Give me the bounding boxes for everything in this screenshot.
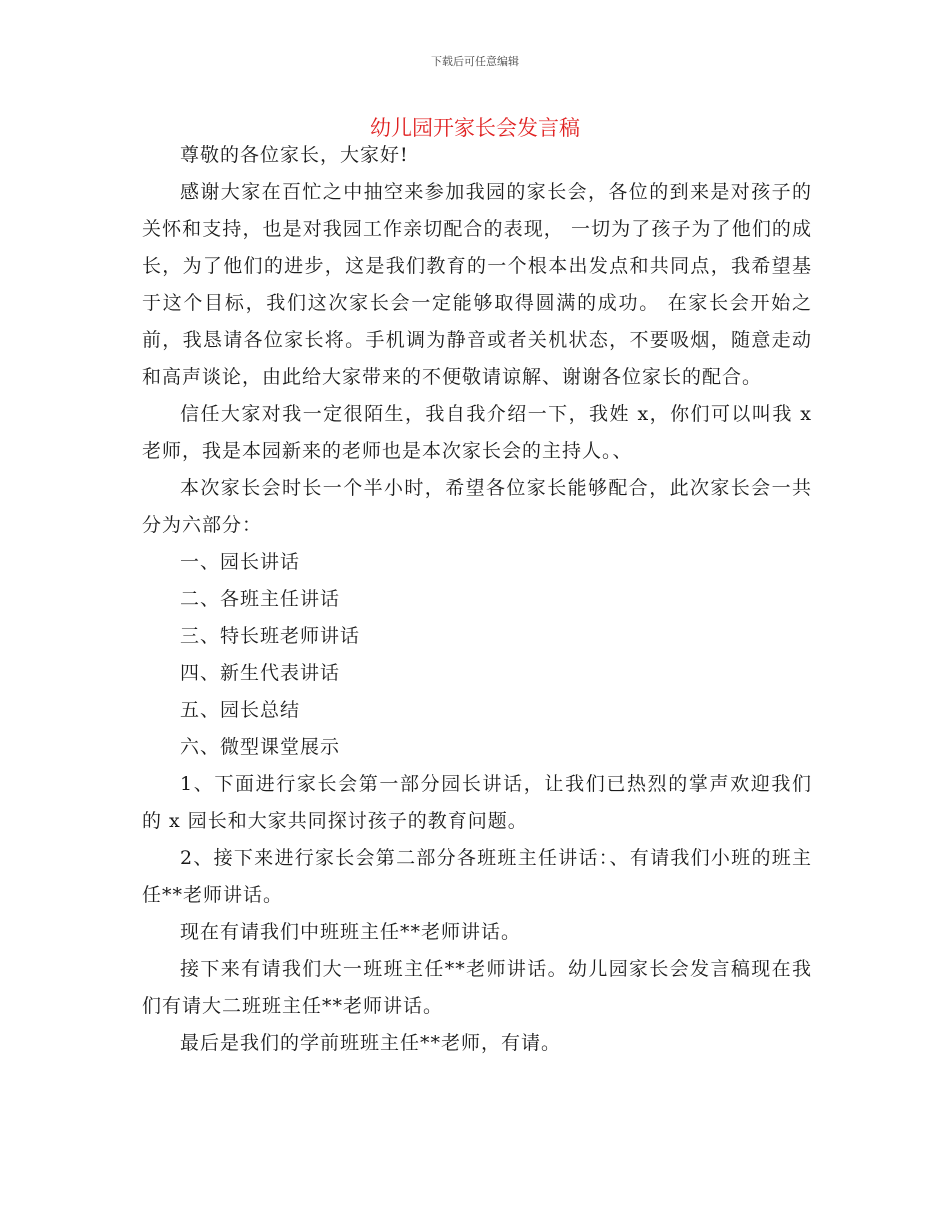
paragraph-agenda-intro: 本次家长会时长一个半小时，希望各位家长能够配合，此次家长会一共分为六部分： [142,477,812,536]
agenda-item-2: 二、各班主任讲话 [180,588,341,610]
agenda-item-4: 四、新生代表讲话 [180,662,341,684]
agenda-item-5: 五、园长总结 [180,699,301,721]
agenda-item-3: 三、特长班老师讲话 [180,625,361,647]
paragraph-senior-classes: 接下来有请我们大一班班主任**老师讲话。幼儿园家长会发言稿现在我们有请大二班班主任**老师讲话。 [142,958,812,1017]
agenda-item-1: 一、园长讲话 [180,551,301,573]
paragraph-introduction: 信任大家对我一定很陌生，我自我介绍一下，我姓 x，你们可以叫我 x 老师，我是本园新来的老师也是本次家长会的主持人。、 [142,403,812,462]
document-body [142,137,812,1062]
agenda-item-6: 六、微型课堂展示 [180,736,341,758]
document-title: 幼儿园开家长会发言稿 [370,116,580,140]
paragraph-preschool-class: 最后是我们的学前班班主任**老师，有请。 [180,1032,562,1054]
header-note: 下载后可任意编辑 [431,55,519,68]
paragraph-thanks: 感谢大家在百忙之中抽空来参加我园的家长会，各位的到来是对孩子的关怀和支持，也是对我园工作亲切配合的表现， 一切为了孩子为了他们的成长，为了他们的进步，这是我们教育的一个根本出发点和共同点，我希望基于这个目标，我们这次家长会一定能够取得圆满的成功。 在家长会开始之前，我恳请各位家长将。手机调为静音或者关机状态，不要吸烟，随意走动和高声谈论，由此给大家带来的不便敬请谅解、谢谢各位家长的配合。 [142,181,812,388]
paragraph-greeting: 尊敬的各位家长，大家好! [180,144,409,166]
paragraph-middle-class: 现在有请我们中班班主任**老师讲话。 [180,921,522,943]
paragraph-part-one: 1、下面进行家长会第一部分园长讲话，让我们已热烈的掌声欢迎我们的 x 园长和大家共同探讨孩子的教育问题。 [142,773,812,832]
paragraph-part-two: 2、接下来进行家长会第二部分各班班主任讲话：、有请我们小班的班主任**老师讲话。 [142,847,812,906]
